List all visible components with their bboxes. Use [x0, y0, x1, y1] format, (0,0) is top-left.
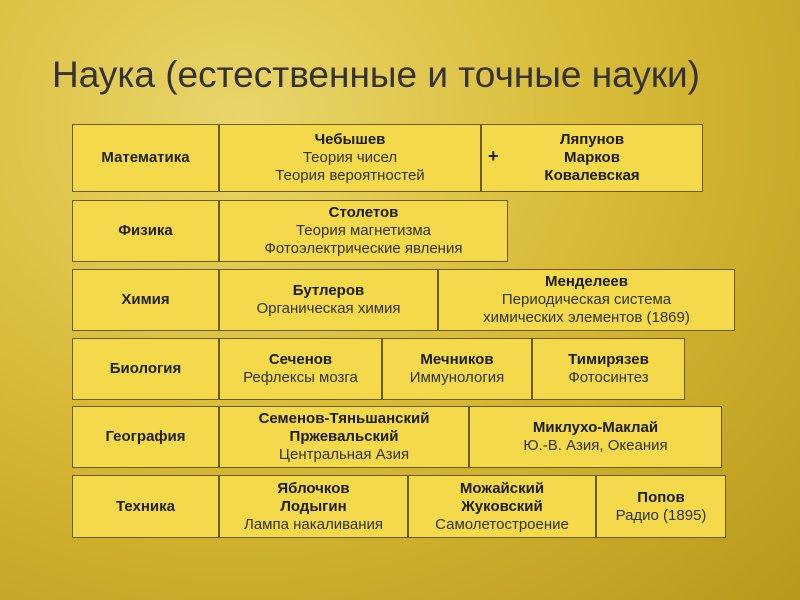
category-technology [72, 475, 219, 538]
cell-chem-mendeleev [438, 269, 735, 331]
achievement-line: Теория магнетизма [295, 222, 432, 239]
achievement-line: Теория чисел [302, 149, 398, 166]
cell-chem-butlerov [219, 269, 438, 331]
plus-sign: + [488, 146, 499, 166]
scientist-name: Сеченов [268, 351, 333, 368]
scientist-name: Ляпунов [559, 131, 625, 148]
category-biology [72, 338, 219, 400]
cell-physics-stoletov [219, 200, 508, 262]
scientist-name: Миклухо-Маклай [532, 419, 659, 436]
scientist-name: Можайский [459, 479, 545, 497]
achievement-line: Фотосинтез [568, 369, 649, 386]
scientist-name: Мечников [420, 351, 494, 368]
achievement-line: Ю.-В. Азия, Океания [523, 437, 668, 454]
achievement-line: Периодическая система [501, 291, 672, 308]
achievement-line: химических элементов (1869) [483, 309, 690, 326]
scientist-name: Яблочков [277, 479, 350, 497]
scientist-name: Столетов [328, 204, 399, 221]
scientist-name: Жуковский [461, 497, 543, 515]
scientist-name: Марков [564, 149, 620, 166]
scientist-name: Тимирязев [568, 351, 649, 368]
page-title: Наука (естественные и точные науки) [52, 54, 701, 95]
achievement-line: Рефлексы мозга [243, 369, 358, 386]
scientist-name: Лодыгин [280, 497, 347, 515]
cell-math-lyapunov [481, 124, 703, 192]
achievement-line: Радио (1895) [615, 506, 707, 524]
scientist-name: Менделеев [545, 273, 628, 290]
cell-tech-mozhaysky [408, 475, 596, 538]
scientist-name: Пржевальский [289, 428, 399, 445]
scientist-name: Чебышев [314, 131, 386, 148]
category-label: Физика [118, 222, 173, 239]
achievement-line: Фотоэлектрические явления [264, 240, 463, 257]
category-label: Биология [109, 360, 182, 377]
scientist-name: Ковалевская [544, 167, 640, 184]
category-mathematics [72, 124, 219, 192]
category-geography [72, 406, 219, 468]
achievement-line: Центральная Азия [278, 446, 410, 463]
cell-geo-miklukho [469, 406, 722, 468]
cell-tech-yablochkov [219, 475, 408, 538]
category-chemistry [72, 269, 219, 331]
achievement-line: Теория вероятностей [275, 167, 425, 184]
cell-bio-sechenov [219, 338, 382, 400]
scientist-name: Бутлеров [292, 282, 365, 299]
achievement-line: Самолетостроение [435, 515, 569, 533]
cell-tech-popov [596, 475, 726, 538]
category-label: География [105, 428, 186, 445]
cell-bio-timiryazev [532, 338, 685, 400]
achievement-line: Лампа накаливания [243, 515, 384, 533]
category-label: Математика [101, 149, 190, 166]
cell-math-chebyshev [219, 124, 481, 192]
category-label: Техника [115, 497, 176, 515]
scientist-name: Семенов-Тяньшанский [258, 410, 430, 427]
scientist-name: Попов [637, 488, 685, 506]
category-physics [72, 200, 219, 262]
cell-geo-semenov [219, 406, 469, 468]
cell-bio-mechnikov [382, 338, 532, 400]
achievement-line: Органическая химия [256, 300, 401, 317]
achievement-line: Иммунология [409, 369, 505, 386]
category-label: Химия [121, 291, 170, 308]
